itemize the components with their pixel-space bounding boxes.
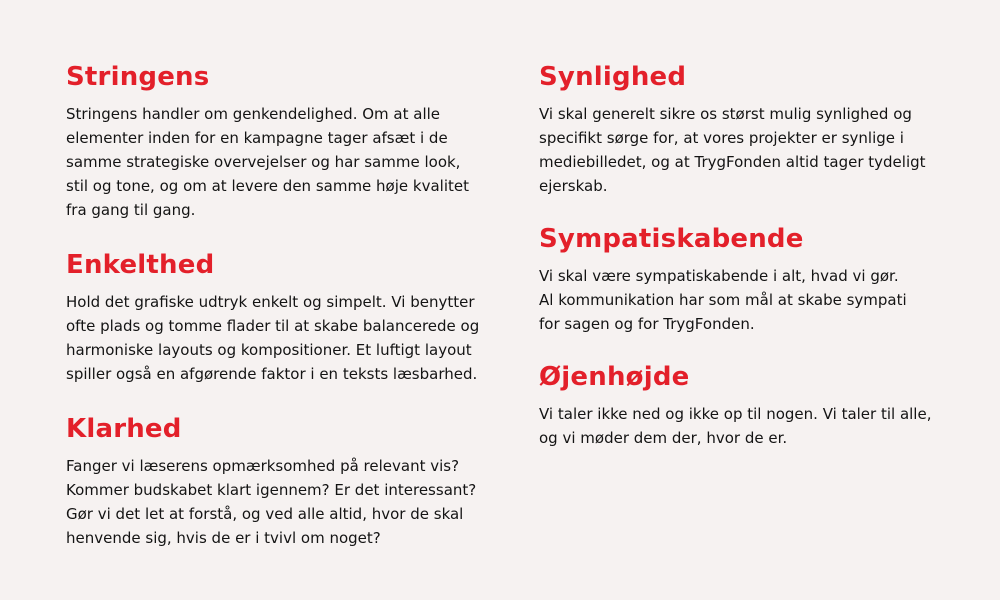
section-body: Stringens handler om genkendelighed. Om at alle elementer inden for en kampagne tager afsæt i de samme strategiske overvejelser og har samme look, stil og tone, og om at levere den samme høje kvalitet fra gang til gang. <box>66 105 469 219</box>
section-klarhed <box>66 412 506 550</box>
section-body: Hold det grafiske udtryk enkelt og simpelt. Vi benytter ofte plads og tomme flader til at skabe balancerede og harmoniske layouts og kompositioner. Et luftigt layout spiller også en afgørende faktor i en teksts læsbarhed. <box>66 293 480 383</box>
section-body: Vi skal generelt sikre os størst mulig synlighed og specifikt sørge for, at vores projekter er synlige i mediebilledet, og at TrygFonden altid tager tydeligt ejerskab. <box>539 105 926 195</box>
section-enkelthed <box>66 248 506 386</box>
section-body: Fanger vi læserens opmærksomhed på relevant vis? Kommer budskabet klart igennem? Er det interessant? Gør vi det let at forstå, og ved alle altid, hvor de skal henvende sig, hvis de er i tvivl om noget? <box>66 457 477 547</box>
section-title: Sympatiskabende <box>539 224 804 254</box>
section-sympatiskabende <box>539 222 959 336</box>
section-title: Stringens <box>66 62 210 92</box>
section-ojenhojde <box>539 360 959 450</box>
section-stringens <box>66 60 506 222</box>
left-column <box>66 60 506 576</box>
section-body: Vi taler ikke ned og ikke op til nogen. Vi taler til alle, og vi møder dem der, hvor de er. <box>539 405 932 447</box>
right-column <box>539 60 959 474</box>
section-title: Synlighed <box>539 62 687 92</box>
section-title: Klarhed <box>66 414 182 444</box>
section-title: Øjenhøjde <box>539 362 690 392</box>
section-synlighed <box>539 60 959 198</box>
section-title: Enkelthed <box>66 250 215 280</box>
section-body: Vi skal være sympatiskabende i alt, hvad vi gør. Al kommunikation har som mål at skabe sympati for sagen og for TrygFonden. <box>539 267 907 333</box>
